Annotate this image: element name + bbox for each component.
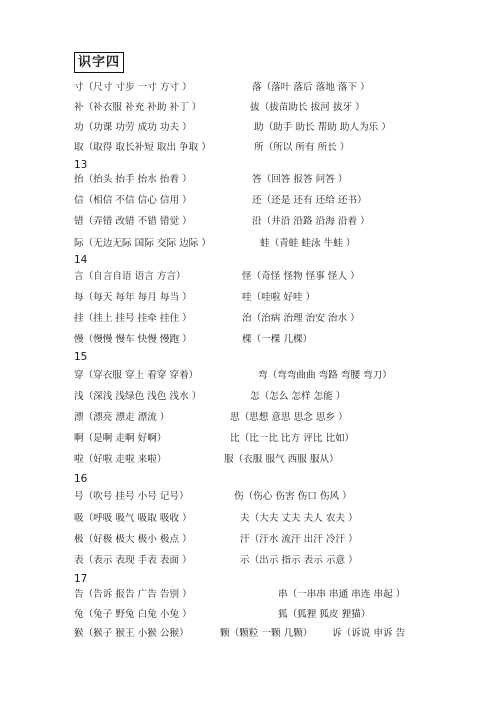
- section-number: 14: [74, 254, 88, 266]
- char-entry-right: 串（一串串 串通 串连 串起 ）: [278, 589, 406, 600]
- char-entry-left: 慢（慢慢 慢车 快慢 慢跑 ）: [74, 334, 192, 345]
- vocab-row: [74, 100, 494, 116]
- section-number: 13: [74, 159, 88, 171]
- char-entry-right: 怎（怎么 怎样 怎能 ）: [250, 391, 346, 402]
- char-entry-left: 寸（尺寸 寸步 一寸 方寸 ）: [74, 82, 192, 93]
- char-entry-left: 抬（抬头 抬手 抬水 抬着 ）: [74, 174, 192, 185]
- section-number: 16: [74, 473, 88, 485]
- char-entry-right: 狐（狐狸 狐皮 狸猫）: [278, 609, 371, 620]
- vocab-row: [74, 410, 494, 426]
- char-entry-left: 浅（深浅 浅绿色 浅色 浅水 ）: [74, 391, 202, 402]
- char-entry-right: 助（助手 助长 帮助 助人为乐 ）: [254, 122, 391, 133]
- last-row: [74, 626, 494, 642]
- vocab-row: [74, 607, 494, 623]
- char-entry-right: 蛙（青蛙 蛙泳 牛蛙 ）: [260, 238, 356, 249]
- char-entry-left: 错（弄错 改错 不错 错觉 ）: [74, 216, 192, 227]
- char-entry-right: 汗（汗水 流汗 出汗 冷汗 ）: [240, 534, 358, 545]
- char-entry-left: 猴（猴子 猴王 小猴 公猴）: [74, 628, 189, 639]
- char-entry-right: 诉（诉说 申诉 告: [332, 628, 406, 639]
- char-entry-right: 哇（哇啦 好哇 ）: [242, 292, 316, 303]
- char-entry-left: 啊（是啊 走啊 好啊）: [74, 433, 167, 444]
- char-entry-left: 吸（呼吸 吸气 吸取 吸收 ）: [74, 513, 192, 524]
- char-entry-right: 还（还是 还有 还给 还书）: [252, 195, 367, 206]
- vocab-row: [74, 269, 494, 285]
- char-entry-left: 挂（挂上 挂号 挂牵 挂住 ）: [74, 313, 192, 324]
- vocab-row: [74, 452, 494, 468]
- vocab-row: [74, 236, 494, 252]
- vocab-row: [74, 332, 494, 348]
- char-entry-left: 言（自言自语 语言 方言）: [74, 271, 186, 282]
- char-entry-left: 每（每天 每年 每月 每当 ）: [74, 292, 192, 303]
- char-entry-right: 夫（大夫 丈夫 夫人 农夫 ）: [240, 513, 358, 524]
- char-entry-left: 补（补衣服 补充 补助 补丁 ）: [74, 102, 202, 113]
- vocab-row: [74, 290, 494, 306]
- char-entry-left: 号（吹号 挂号 小号 记号）: [74, 491, 189, 502]
- char-entry-right: 弯（弯弯曲曲 弯路 弯腰 弯刀）: [258, 370, 392, 381]
- vocab-row: [74, 368, 494, 384]
- char-entry-right: 治（治病 治理 治安 治水 ）: [242, 313, 360, 324]
- vocab-row: [74, 431, 494, 447]
- vocab-row: [74, 489, 494, 505]
- char-entry-left: 告（告诉 报告 广告 告别 ）: [74, 589, 192, 600]
- vocab-row: [74, 553, 494, 569]
- char-entry-right: 比（比一比 比方 评比 比如）: [230, 433, 355, 444]
- char-entry-right: 落（落叶 落后 落地 落下 ）: [252, 82, 370, 93]
- page-title: 识字四: [74, 52, 124, 73]
- char-entry-right: 伤（伤心 伤害 伤口 伤风 ）: [234, 491, 352, 502]
- vocab-row: [74, 389, 494, 405]
- char-entry-left: 际（无边无际 国际 交际 边际 ）: [74, 238, 211, 249]
- char-entry-left: 信（相信 不信 信心 信用 ）: [74, 195, 192, 206]
- char-entry-left: 啦（好啦 走啦 来啦）: [74, 454, 167, 465]
- char-entry-left: 兔（兔子 野兔 白兔 小兔 ）: [74, 609, 192, 620]
- char-entry-left: 功（功课 功劳 成功 功夫 ）: [74, 122, 192, 133]
- vocab-row: [74, 140, 494, 156]
- section-number: 17: [74, 573, 88, 585]
- char-entry-right: 示（出示 指示 表示 示意 ）: [240, 555, 358, 566]
- char-entry-right: 思（思想 意思 思念 思乡 ）: [230, 412, 348, 423]
- char-entry-left: 极（好极 极大 极小 极点 ）: [74, 534, 192, 545]
- vocab-row: [74, 80, 494, 96]
- char-entry-right: 棵（一棵 几棵）: [242, 334, 313, 345]
- vocab-row: [74, 172, 494, 188]
- vocab-row: [74, 511, 494, 527]
- vocab-row: [74, 193, 494, 209]
- vocab-row: [74, 587, 494, 603]
- vocab-row: [74, 120, 494, 136]
- char-entry-middle: 颗（颗粒 一颗 几颗）: [220, 628, 313, 639]
- char-entry-right: 怪（奇怪 怪物 怪事 怪人 ）: [242, 271, 360, 282]
- char-entry-left: 漂（漂亮 漂走 漂流 ）: [74, 412, 170, 423]
- char-entry-left: 取（取得 取长补短 取出 争取 ）: [74, 142, 211, 153]
- char-entry-left: 穿（穿衣服 穿上 看穿 穿着）: [74, 370, 199, 381]
- char-entry-right: 答（回答 报答 问答 ）: [252, 174, 348, 185]
- vocab-row: [74, 214, 494, 230]
- char-entry-right: 所（所以 所有 所长 ）: [254, 142, 350, 153]
- char-entry-right: 沿（井沿 沿路 沿海 沿着 ）: [252, 216, 370, 227]
- section-number: 15: [74, 351, 88, 363]
- char-entry-right: 拔（拔苗助长 拔河 拔牙 ）: [250, 102, 365, 113]
- vocab-row: [74, 532, 494, 548]
- vocab-row: [74, 311, 494, 327]
- char-entry-left: 表（表示 表现 手表 表面 ）: [74, 555, 192, 566]
- char-entry-right: 服（衣服 服气 西服 服从）: [224, 454, 339, 465]
